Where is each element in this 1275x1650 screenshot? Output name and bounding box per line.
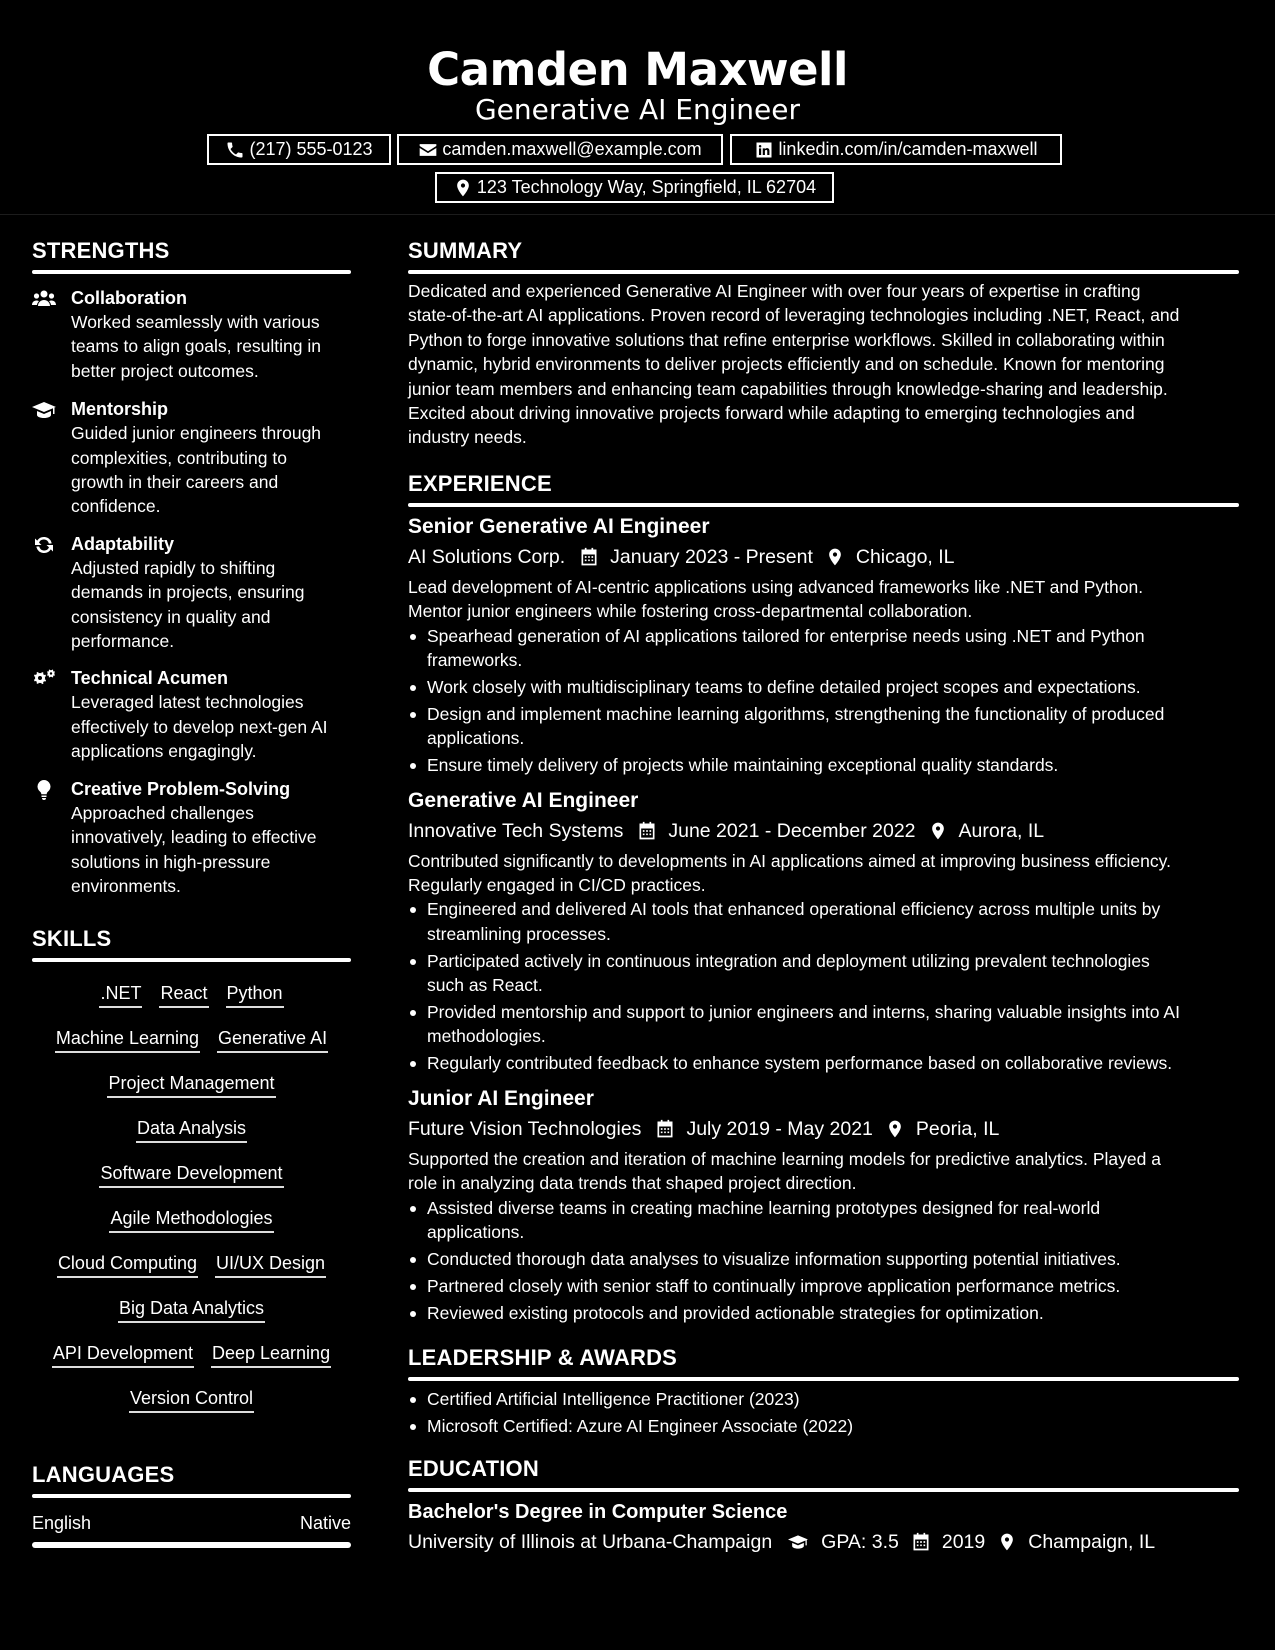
strength-line: better project outcomes. xyxy=(71,360,259,381)
strength-item xyxy=(32,666,351,763)
job-description xyxy=(408,1147,1239,1196)
strength-line: solutions in high-pressure xyxy=(71,851,271,872)
education-heading: EDUCATION xyxy=(408,1456,539,1482)
strength-line: performance. xyxy=(71,631,175,652)
experience-divider xyxy=(408,503,1239,507)
strength-item xyxy=(32,777,351,899)
education-year: 2019 xyxy=(941,1531,986,1554)
bullet-line: Ensure timely delivery of projects while maintaining exceptional quality standards. xyxy=(427,755,1059,776)
strength-line: demands in projects, ensuring xyxy=(71,582,305,603)
strength-line: confidence. xyxy=(71,496,161,517)
bullet-line: applications. xyxy=(427,1221,525,1242)
bullet-line: frameworks. xyxy=(427,650,523,671)
job-description-line: Regularly engaged in CI/CD practices. xyxy=(408,875,706,895)
candidate-role: Generative AI Engineer xyxy=(474,93,801,126)
job-company: AI Solutions Corp. xyxy=(408,545,566,568)
skill-tag: Deep Learning xyxy=(211,1340,331,1368)
strength-line: complexities, contributing to xyxy=(71,447,287,468)
bullet-line: such as React. xyxy=(427,975,543,996)
summary-line: Excited about driving innovative projects forward while adapting to emerging technologies and xyxy=(408,403,1135,424)
summary-line: industry needs. xyxy=(408,427,527,448)
strength-title: Adaptability xyxy=(71,533,175,554)
languages-divider xyxy=(32,1494,351,1498)
strength-line: Guided junior engineers through xyxy=(71,423,322,444)
bullet-line: Engineered and delivered AI tools that enhanced operational efficiency across multiple units by xyxy=(427,899,1161,920)
job-company: Future Vision Technologies xyxy=(408,1117,642,1140)
skill-row xyxy=(32,1115,351,1160)
job-description xyxy=(408,575,1239,624)
strength-line: teams to align goals, resulting in xyxy=(71,336,321,357)
job-bullet xyxy=(408,1274,1239,1298)
skill-tag: Python xyxy=(226,980,284,1008)
map-marker-icon xyxy=(825,547,845,567)
strength-line: Leveraged latest technologies xyxy=(71,692,304,713)
job-description xyxy=(408,849,1239,898)
map-marker-icon xyxy=(997,1532,1017,1552)
summary-line: Python to forge innovative solutions that refine enterprise workflows. Skilled in collaborating within xyxy=(408,329,1165,350)
summary-line: junior team members and enhancing team capabilities through knowledge-sharing and leadership. xyxy=(408,378,1168,399)
job-bullet xyxy=(408,1196,1239,1245)
summary-line: Dedicated and experienced Generative AI Engineer with over four years of expertise in crafting xyxy=(408,281,1141,301)
skill-tag: .NET xyxy=(99,980,142,1008)
job-bullet xyxy=(408,702,1239,751)
skills-divider xyxy=(32,958,351,962)
job-bullet xyxy=(408,1247,1239,1271)
job-description-line: Mentor junior engineers while fostering cross-departmental collaboration. xyxy=(408,601,973,622)
phone-icon xyxy=(225,140,245,160)
skill-row xyxy=(32,1385,351,1430)
skill-tag: Generative AI xyxy=(217,1025,328,1053)
skill-tag: Software Development xyxy=(99,1160,283,1188)
strength-line: environments. xyxy=(71,875,181,896)
strength-line: Approached challenges xyxy=(71,802,254,823)
skill-row xyxy=(32,1025,351,1070)
bullet-line: Reviewed existing protocols and provided actionable strategies for optimization. xyxy=(427,1302,1044,1323)
skills-heading: SKILLS xyxy=(32,926,112,952)
strength-description xyxy=(71,801,351,899)
job-company: Innovative Tech Systems xyxy=(408,819,624,842)
strength-line: effectively to develop next-gen AI xyxy=(71,716,328,737)
education-gpa: GPA: 3.5 xyxy=(821,1531,899,1554)
bullet-line: applications. xyxy=(427,728,525,749)
calendar-icon xyxy=(911,1532,931,1552)
strength-line: consistency in quality and xyxy=(71,606,271,627)
job-entry xyxy=(408,1084,1239,1325)
bullet-line: Provided mentorship and support to junior engineers and interns, sharing valuable insights into AI xyxy=(427,1002,1180,1023)
skill-tag: Data Analysis xyxy=(136,1115,247,1143)
summary-divider xyxy=(408,270,1239,274)
strength-title: Technical Acumen xyxy=(71,668,229,689)
job-meta xyxy=(408,816,1239,846)
skill-tag: UI/UX Design xyxy=(215,1250,326,1278)
skill-row xyxy=(32,1205,351,1250)
awards-heading: LEADERSHIP & AWARDS xyxy=(408,1345,678,1371)
job-dates: June 2021 - December 2022 xyxy=(668,819,916,842)
address-text: 123 Technology Way, Springfield, IL 62704 xyxy=(476,177,817,197)
skills-list xyxy=(32,980,351,1430)
strength-item xyxy=(32,286,351,383)
job-bullet xyxy=(408,675,1239,699)
strengths-divider xyxy=(32,270,351,274)
envelope-icon xyxy=(418,140,438,160)
education-divider xyxy=(408,1488,1239,1492)
strength-line: Adjusted rapidly to shifting xyxy=(71,557,276,578)
lightbulb-icon xyxy=(32,780,56,800)
skill-tag: Project Management xyxy=(107,1070,275,1098)
gears-icon xyxy=(32,669,56,689)
job-location: Chicago, IL xyxy=(855,545,955,568)
skill-tag: Agile Methodologies xyxy=(109,1205,273,1233)
skill-row xyxy=(32,1070,351,1115)
strength-description xyxy=(71,556,351,654)
job-bullet xyxy=(408,1051,1239,1075)
map-marker-icon xyxy=(453,178,473,198)
bullet-line: streamlining processes. xyxy=(427,923,611,944)
skill-row xyxy=(32,1160,351,1205)
email-text: camden.maxwell@example.com xyxy=(442,139,702,159)
job-bullet xyxy=(408,897,1239,946)
skill-tag: Cloud Computing xyxy=(57,1250,198,1278)
strength-line: applications engagingly. xyxy=(71,741,257,762)
calendar-icon xyxy=(579,547,599,567)
users-icon xyxy=(32,289,56,309)
bullet-line: Spearhead generation of AI applications tailored for enterprise needs using .NET and Python xyxy=(427,625,1145,646)
skill-tag: Big Data Analytics xyxy=(118,1295,265,1323)
strength-item xyxy=(32,532,351,654)
job-description-line: Supported the creation and iteration of machine learning models for predictive analytics. Played a xyxy=(408,1148,1161,1169)
job-title: Generative AI Engineer xyxy=(408,788,639,812)
right-column xyxy=(408,232,1239,1557)
skill-tag: React xyxy=(159,980,208,1008)
summary-heading: SUMMARY xyxy=(408,238,523,263)
skill-tag: API Development xyxy=(52,1340,194,1368)
award-item: Microsoft Certified: Azure AI Engineer Associate (2022) xyxy=(408,1414,1239,1438)
linkedin-text: linkedin.com/in/camden-maxwell xyxy=(778,139,1038,159)
job-bullets xyxy=(408,897,1239,1075)
linkedin-contact[interactable] xyxy=(730,134,1062,165)
job-bullet xyxy=(408,624,1239,673)
linkedin-icon xyxy=(754,140,774,160)
job-bullet xyxy=(408,753,1239,777)
experience-heading: EXPERIENCE xyxy=(408,470,552,496)
strength-description xyxy=(71,310,351,383)
education-degree: Bachelor's Degree in Computer Science xyxy=(408,1501,788,1524)
job-entry xyxy=(408,786,1239,1076)
job-bullet xyxy=(408,1301,1239,1325)
strength-line: growth in their careers and xyxy=(71,472,279,493)
left-column xyxy=(32,232,351,1548)
strength-title: Mentorship xyxy=(71,399,168,420)
job-meta xyxy=(408,1114,1239,1144)
job-description-line: role in analyzing data trends that shaped project direction. xyxy=(408,1173,857,1194)
job-bullet xyxy=(408,1000,1239,1049)
job-bullets xyxy=(408,624,1239,778)
bullet-line: Conducted thorough data analyses to visualize information supporting potential initiatives. xyxy=(427,1248,1121,1269)
awards-list xyxy=(408,1387,1239,1438)
language-level: Native xyxy=(299,1513,351,1534)
strength-item xyxy=(32,397,351,519)
phone-text: (217) 555-0123 xyxy=(249,139,373,159)
strength-description xyxy=(71,421,351,519)
education-location: Champaign, IL xyxy=(1028,1531,1156,1554)
strengths-heading: STRENGTHS xyxy=(32,238,170,263)
summary-line: dynamic, hybrid environments to deliver projects efficiently and on schedule. Known for mentoring xyxy=(408,354,1165,375)
job-bullet xyxy=(408,949,1239,998)
job-dates: July 2019 - May 2021 xyxy=(686,1117,873,1140)
skill-tag: Machine Learning xyxy=(55,1025,200,1053)
job-title: Senior Generative AI Engineer xyxy=(408,514,710,538)
bullet-line: methodologies. xyxy=(427,1026,546,1047)
job-description-line: Contributed significantly to developments in AI applications aimed at improving business efficiency. xyxy=(408,850,1171,871)
award-item: Certified Artificial Intelligence Practitioner (2023) xyxy=(408,1387,1239,1411)
email-contact[interactable] xyxy=(397,134,723,165)
job-meta xyxy=(408,542,1239,572)
language-name: English xyxy=(32,1513,92,1534)
resume-header xyxy=(0,0,1275,215)
strength-description xyxy=(71,690,351,763)
summary-line: state-of-the-art AI applications. Proven record of leveraging technologies including .NET, React, and xyxy=(408,305,1180,326)
map-marker-icon xyxy=(928,821,948,841)
job-location: Peoria, IL xyxy=(915,1117,1000,1140)
bullet-line: Participated actively in continuous integration and deployment utilizing prevalent technologies xyxy=(427,950,1150,971)
strength-title: Collaboration xyxy=(71,288,187,308)
summary-text xyxy=(408,279,1239,450)
strength-line: Worked seamlessly with various xyxy=(71,312,320,332)
awards-divider xyxy=(408,1377,1239,1381)
language-proficiency-bar xyxy=(32,1542,351,1548)
address-contact xyxy=(435,172,834,203)
skill-row xyxy=(32,1340,351,1385)
education-meta xyxy=(408,1527,1239,1557)
bullet-line: Partnered closely with senior staff to continually improve application performance metrics. xyxy=(427,1275,1121,1296)
bullet-line: Assisted diverse teams in creating machine learning prototypes designed for real-world xyxy=(427,1197,1101,1218)
languages-heading: LANGUAGES xyxy=(32,1462,175,1488)
language-item xyxy=(32,1510,351,1536)
bullet-line: Design and implement machine learning algorithms, strengthening the functionality of produced xyxy=(427,703,1165,724)
bullet-line: Work closely with multidisciplinary teams to define detailed project scopes and expectations. xyxy=(427,676,1141,697)
skill-row xyxy=(32,1295,351,1340)
job-title: Junior AI Engineer xyxy=(408,1086,594,1110)
candidate-name: Camden Maxwell xyxy=(427,43,848,96)
skill-tag: Version Control xyxy=(129,1385,254,1413)
graduation-cap-icon xyxy=(786,1532,810,1552)
bullet-line: Regularly contributed feedback to enhance system performance based on collaborative reviews. xyxy=(427,1053,1173,1074)
map-marker-icon xyxy=(885,1119,905,1139)
job-dates: January 2023 - Present xyxy=(610,545,813,568)
skill-row xyxy=(32,980,351,1025)
job-bullets xyxy=(408,1196,1239,1326)
job-description-line: Lead development of AI-centric applications using advanced frameworks like .NET and Python. xyxy=(408,576,1144,597)
education-school: University of Illinois at Urbana-Champaign xyxy=(408,1531,773,1554)
phone-contact[interactable] xyxy=(207,134,391,165)
job-entry xyxy=(408,512,1239,778)
refresh-icon xyxy=(32,535,56,555)
graduation-cap-icon xyxy=(32,400,56,420)
calendar-icon xyxy=(637,821,657,841)
job-location: Aurora, IL xyxy=(958,819,1045,842)
skill-row xyxy=(32,1250,351,1295)
strength-title: Creative Problem-Solving xyxy=(71,778,291,799)
strength-line: innovatively, leading to effective xyxy=(71,827,317,848)
calendar-icon xyxy=(655,1119,675,1139)
